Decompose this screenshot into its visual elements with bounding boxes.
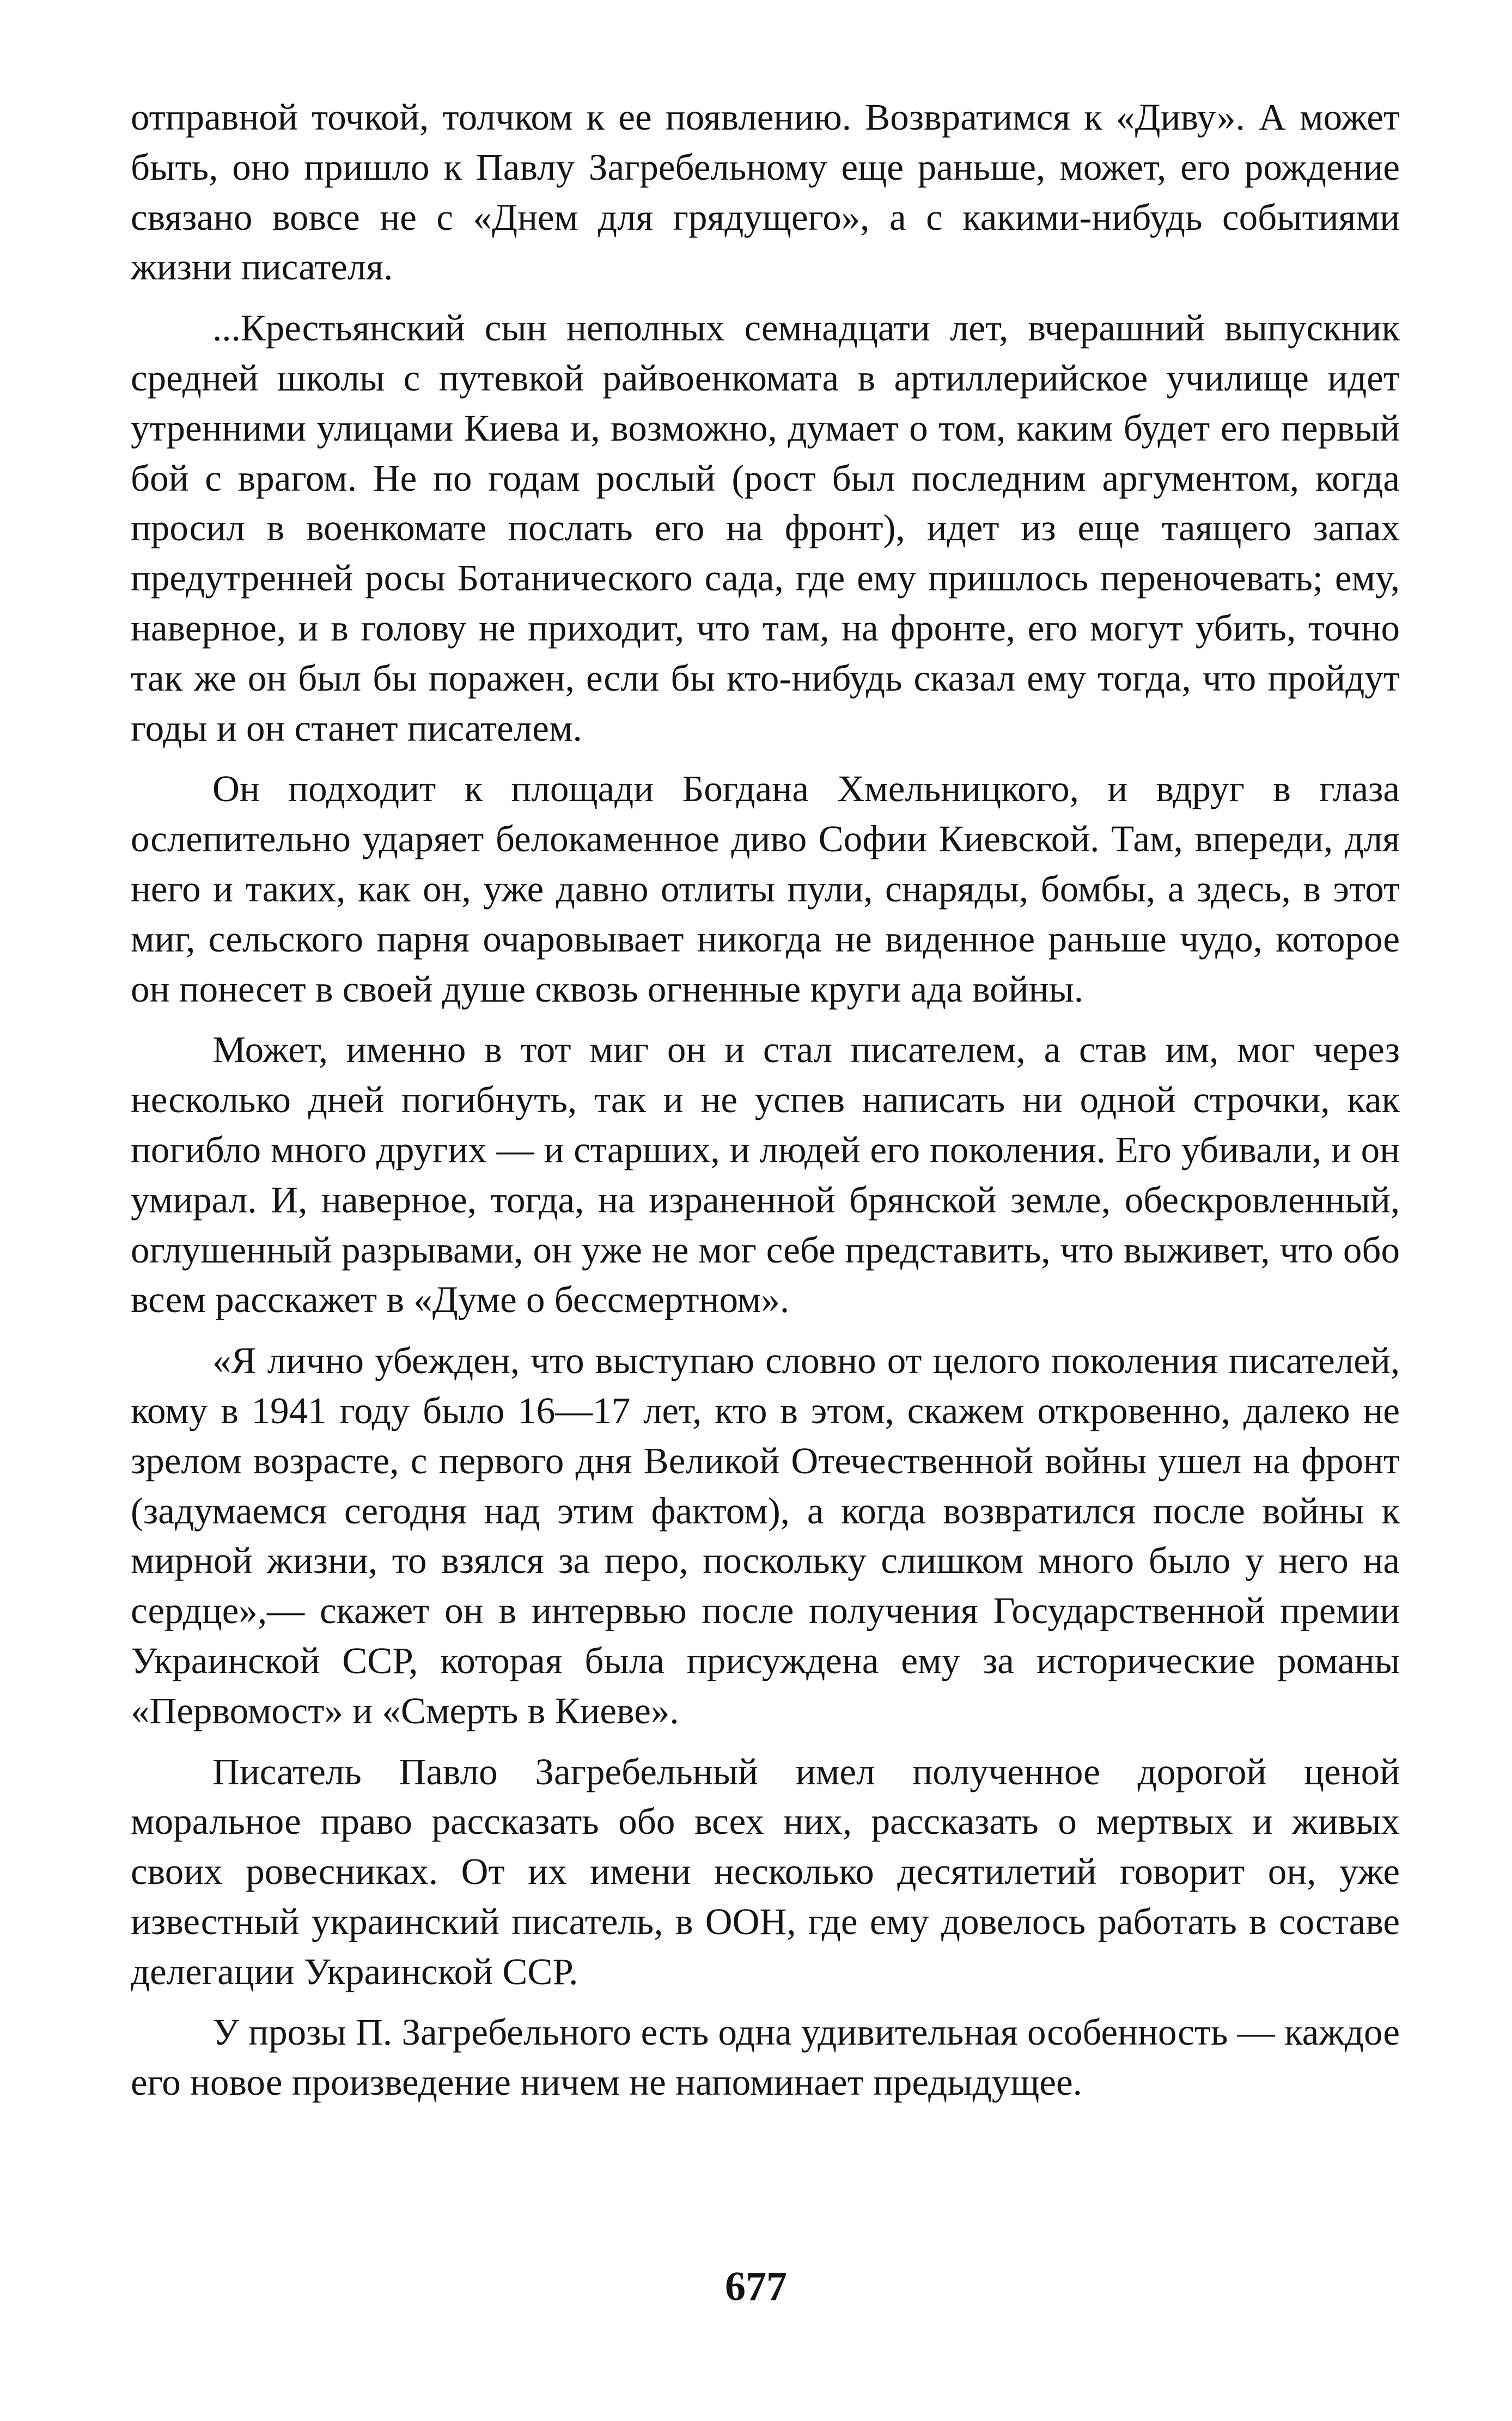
paragraph-4: Может, именно в тот миг он и стал писателем, а став им, мог через несколько дней погибнуть, так и не успев написать ни одной строчки, как погибло много других — и старших, и людей его поколения. Его убивали, и он умирал. И, наверное, тогда, на израненной брянской земле, обескровленный, оглушенный разрывами, он уже не мог себе представить, что выживет, что обо всем расскажет в «Думе о бессмертном». — [131, 1029, 1400, 1321]
paragraph-5: «Я лично убежден, что выступаю словно от целого поколения писателей, кому в 1941 году было 16—17 лет, кто в этом, скажем откровенно, далеко не зрелом возрасте, с первого дня Великой Отечественной войны ушел на фронт (задумаемся сегодня над этим фактом), а когда возвратился после войны к мирной жизни, то взялся за перо, поскольку слишком много было у него на сердце»,— скажет он в интервью после получения Государственной премии Украинской ССР, которая была присуждена ему за исторические романы «Первомост» и «Смерть в Киеве». — [131, 1340, 1400, 1731]
paragraph-7: У прозы П. Загребельного есть одна удивительная особенность — каждое его новое произведение ничем не напоминает предыдущее. — [131, 2011, 1400, 2103]
paragraph-1: отправной точкой, толчком к ее появлению. Возвратимся к «Диву». А может быть, оно пришло к Павлу Загребельному еще раньше, может, его рождение связано вовсе не с «Днем для грядущего», а с какими-нибудь событиями жизни писателя. — [131, 96, 1400, 288]
page-body — [131, 93, 1400, 2119]
paragraph-2: ...Крестьянский сын неполных семнадцати лет, вчерашний выпускник средней школы с путевкой райвоенкомата в артиллерийское училище идет утренними улицами Киева и, возможно, думает о том, каким будет его первый бой с врагом. Не по годам рослый (рост был последним аргументом, когда просил в военкомате послать его на фронт), идет из еще таящего запах предутренней росы Ботанического сада, где ему пришлось переночевать; ему, наверное, и в голову не приходит, что там, на фронте, его могут убить, точно так же он был бы поражен, если бы кто-нибудь сказал ему тогда, что пройдут годы и он станет писателем. — [131, 307, 1400, 749]
paragraph-3: Он подходит к площади Богдана Хмельницкого, и вдруг в глаза ослепительно ударяет белокаменное диво Софии Киевской. Там, впереди, для него и таких, как он, уже давно отлиты пули, снаряды, бомбы, а здесь, в этот миг, сельского парня очаровывает никогда не виденное раньше чудо, которое он понесет в своей душе сквозь огненные круги ада войны. — [131, 768, 1400, 1010]
page-number: 677 — [725, 2264, 787, 2309]
paragraph-6: Писатель Павло Загребельный имел полученное дорогой ценой моральное право рассказать обо всех них, рассказать о мертвых и живых своих ровесниках. От их имени несколько десятилетий говорит он, уже известный украинский писатель, в ООН, где ему довелось работать в составе делегации Украинской ССР. — [131, 1751, 1400, 1992]
